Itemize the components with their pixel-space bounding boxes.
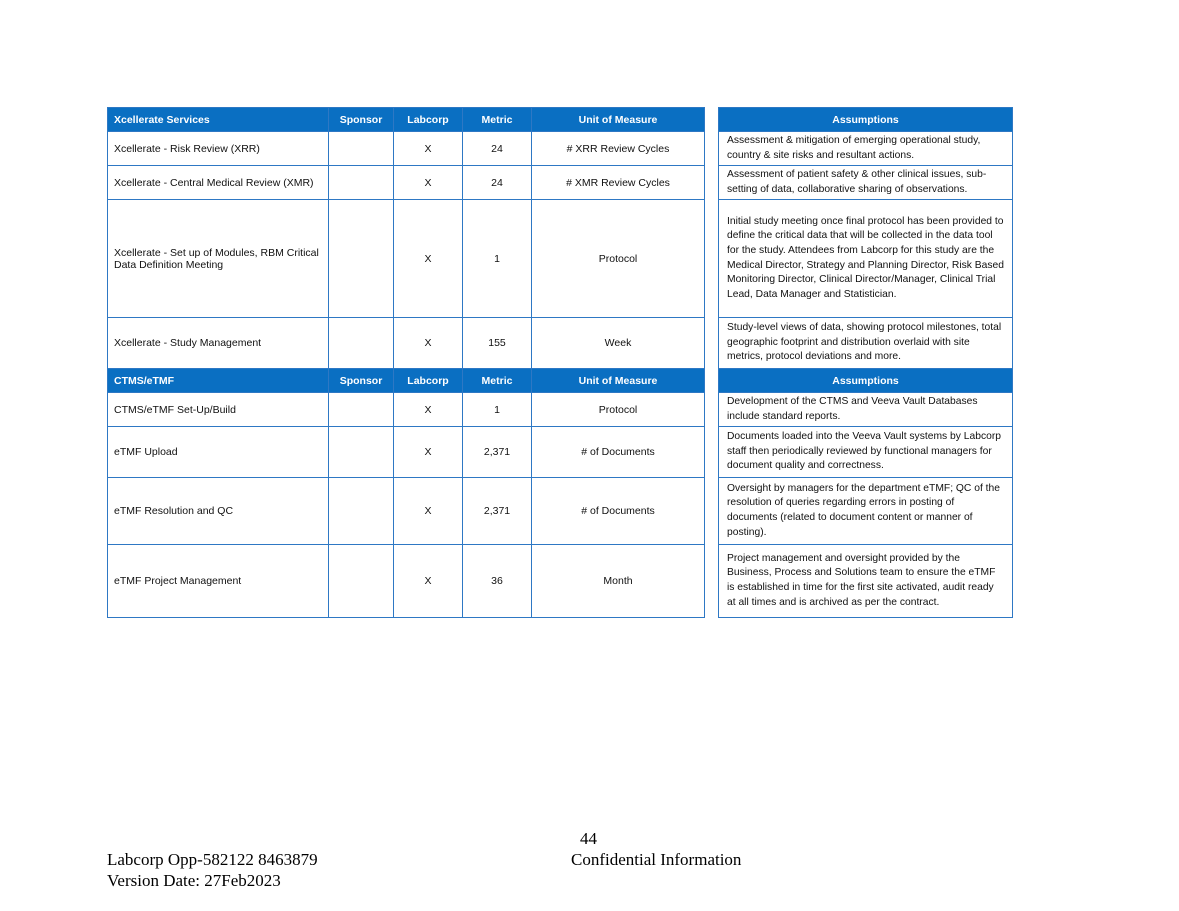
sponsor-cell [329,478,394,545]
table-row [108,478,705,545]
labcorp-cell: X [394,478,463,545]
header-metric: Metric [463,108,532,132]
sponsor-cell [329,132,394,166]
metric-cell: 1 [463,200,532,318]
sponsor-cell [329,393,394,427]
sponsor-cell [329,166,394,200]
service-name: eTMF Upload [108,427,329,478]
metric-cell: 36 [463,545,532,618]
services-table [107,107,705,618]
labcorp-cell: X [394,132,463,166]
header-sponsor: Sponsor [329,369,394,393]
page-number: 44 [580,829,597,848]
header-metric: Metric [463,369,532,393]
sponsor-cell [329,427,394,478]
sponsor-cell [329,545,394,618]
sponsor-cell [329,200,394,318]
table-row [108,166,705,200]
assumption-row [719,545,1013,618]
table-row [108,132,705,166]
header-service: Xcellerate Services [108,108,329,132]
labcorp-cell: X [394,427,463,478]
assumption-text: Project management and oversight provided by the Business, Process and Solutions team to ensure the eTMF is established in time for the first site activated, audit ready at all times and is archived as per the contract. [719,545,1013,618]
assumptions-header-row [719,108,1013,132]
header-unit: Unit of Measure [532,108,705,132]
footer-opportunity: Labcorp Opp-582122 8463879 [107,850,318,869]
assumption-text: Assessment of patient safety & other clinical issues, sub-setting of data, collaborative sharing of observations. [719,166,1013,200]
unit-cell: Protocol [532,393,705,427]
unit-cell: # of Documents [532,427,705,478]
unit-cell: Protocol [532,200,705,318]
table-row [108,427,705,478]
metric-cell: 2,371 [463,427,532,478]
labcorp-cell: X [394,166,463,200]
assumption-row [719,200,1013,318]
section-header-row [108,108,705,132]
service-name: Xcellerate - Risk Review (XRR) [108,132,329,166]
assumption-text: Initial study meeting once final protocol has been provided to define the critical data that will be collected in the data tool for the study. Attendees from Labcorp for this study are the Medical Director, Strategy and Planning Director, Risk Based Monitoring Director, Clinical Director/Manager, Clinical Trial Lead, Data Manager and Statistician. [719,200,1013,318]
assumption-text: Oversight by managers for the department eTMF; QC of the resolution of queries regarding errors in posting of documents (related to document content or manner of posting). [719,478,1013,545]
header-assumptions: Assumptions [719,369,1013,393]
metric-cell: 24 [463,166,532,200]
table-row [108,393,705,427]
service-name: eTMF Project Management [108,545,329,618]
service-name: Xcellerate - Study Management [108,318,329,369]
service-name: CTMS/eTMF Set-Up/Build [108,393,329,427]
metric-cell: 2,371 [463,478,532,545]
table-row [108,200,705,318]
service-name: Xcellerate - Set up of Modules, RBM Critical Data Definition Meeting [108,200,329,318]
assumption-row [719,478,1013,545]
assumption-text: Documents loaded into the Veeva Vault systems by Labcorp staff then periodically reviewed by functional managers for document quality and correctness. [719,427,1013,478]
assumption-text: Assessment & mitigation of emerging operational study, country & site risks and resultant actions. [719,132,1013,166]
table-row [108,545,705,618]
header-labcorp: Labcorp [394,108,463,132]
assumption-row [719,318,1013,369]
unit-cell: Month [532,545,705,618]
assumptions-table [718,107,1013,618]
unit-cell: # of Documents [532,478,705,545]
assumptions-header-row [719,369,1013,393]
assumption-row [719,427,1013,478]
labcorp-cell: X [394,318,463,369]
assumption-row [719,393,1013,427]
unit-cell: Week [532,318,705,369]
service-name: eTMF Resolution and QC [108,478,329,545]
labcorp-cell: X [394,545,463,618]
header-service: CTMS/eTMF [108,369,329,393]
assumption-row [719,166,1013,200]
assumption-text: Study-level views of data, showing protocol milestones, total geographic footprint and distribution overlaid with site metrics, protocol deviations and more. [719,318,1013,369]
assumption-text: Development of the CTMS and Veeva Vault Databases include standard reports. [719,393,1013,427]
header-assumptions: Assumptions [719,108,1013,132]
labcorp-cell: X [394,200,463,318]
labcorp-cell: X [394,393,463,427]
metric-cell: 1 [463,393,532,427]
service-name: Xcellerate - Central Medical Review (XMR) [108,166,329,200]
footer-confidential: Confidential Information [571,850,742,869]
header-labcorp: Labcorp [394,369,463,393]
header-sponsor: Sponsor [329,108,394,132]
metric-cell: 24 [463,132,532,166]
footer-version-date: Version Date: 27Feb2023 [107,871,281,890]
section-header-row [108,369,705,393]
table-row [108,318,705,369]
metric-cell: 155 [463,318,532,369]
unit-cell: # XRR Review Cycles [532,132,705,166]
assumption-row [719,132,1013,166]
header-unit: Unit of Measure [532,369,705,393]
unit-cell: # XMR Review Cycles [532,166,705,200]
sponsor-cell [329,318,394,369]
